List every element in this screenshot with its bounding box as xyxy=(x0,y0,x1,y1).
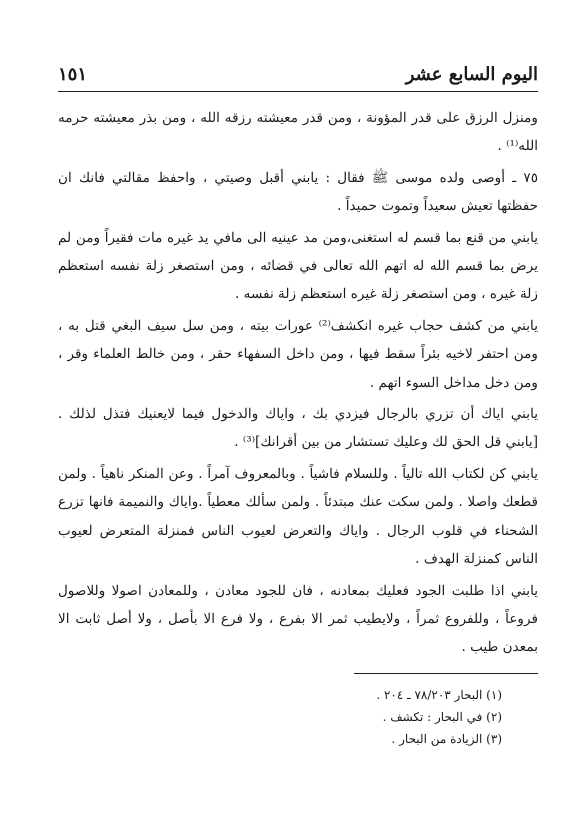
paragraph: ٧٥ ـ أوصى ولده موسى ﷺ فقال : يابني أقبل وصيتي ، واحفظ مقالتي فانك ان حفظتها تعيش سعيداً وتموت حميداً . xyxy=(58,169,538,215)
chapter-title: اليوم السابع عشر xyxy=(405,64,538,85)
page-number: ١٥١ xyxy=(58,64,88,85)
footnotes xyxy=(58,684,502,750)
paragraph: يابني كن لكتاب الله تالياً . وللسلام فاشياً . وبالمعروف آمراً . وعن المنكر ناهياً . ولمن قطعك واصلا . ولمن سكت عنك مبتدئاً . ولمن سألك معطياً .واياك والنميمة فانها تزرع الشحناء في قلوب الرجال . واياك والتعرض لعيوب الناس فمنزلة المتعرض لعيوب الناس كمنزلة الهدف . xyxy=(58,465,538,568)
footnote: (٢) في البحار : تكشف . xyxy=(382,710,502,724)
paragraph: يابني من كشف حجاب غيره انكشف⁽²⁾ عورات بيته ، ومن سل سيف البغي قتل به ، ومن احتفر لاخيه بئراً سقط فيها ، ومن داخل السفهاء حقر ، ومن خالط العلماء وقر ، ومن دخل مداخل السوء اتهم . xyxy=(58,317,538,391)
paragraph: يابني اياك أن تزري بالرجال فيزدي بك ، واياك والدخول فيما لايعنيك فتذل لذلك . [يابني قل الحق لك وعليك تستشار من بين أقرانك]⁽³⁾ . xyxy=(58,406,538,451)
paragraph: ومنزل الرزق على قدر المؤونة ، ومن قدر معيشته رزقه الله ، ومن بذر معيشته حرمه الله⁽¹⁾ . xyxy=(58,110,538,155)
header-rule xyxy=(58,91,538,92)
page-header xyxy=(58,60,538,90)
page-body xyxy=(58,104,538,665)
paragraph: يابني اذا طلبت الجود فعليك بمعادنه ، فان للجود معادن ، وللمعادن اصولا وللاصول فروعاً ، وللفروع ثمراً ، ولايطيب ثمر الا بفرع ، ولا فرع الا بأصل ، ولا أصل ثابت الا بمعدن طيب . xyxy=(58,582,538,656)
footnote: (١) البحار ٧٨/٢٠٣ ـ ٢٠٤ . xyxy=(376,688,502,702)
footnote: (٣) الزيادة من البحار . xyxy=(391,732,502,746)
footnote-rule xyxy=(354,673,538,674)
book-page xyxy=(58,0,538,822)
paragraph: يابني من قنع بما قسم له استغنى،ومن مد عينيه الى مافي يد غيره مات فقيراً ومن لم يرض بما قسم الله له اتهم الله تعالى في قضائه ، ومن استصغر زلة نفسه استعظم زلة غيره ، ومن استصغر زلة غيره استعظم زلة نفسه . xyxy=(58,229,538,303)
